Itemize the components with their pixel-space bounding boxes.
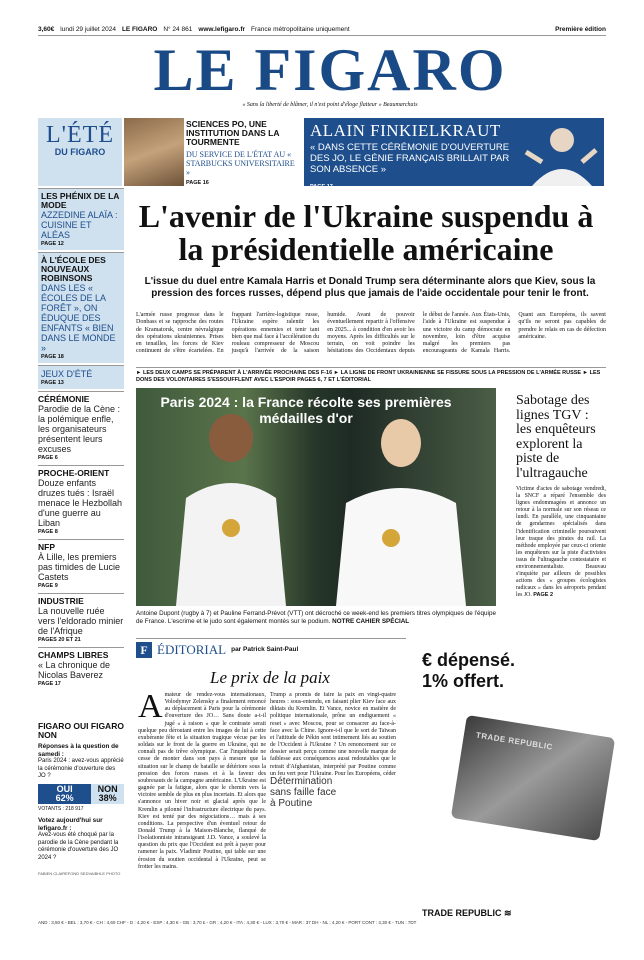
sidebar-item-head: LES PHÉNIX DE LA MODE: [41, 191, 120, 210]
non-label: NON: [97, 783, 118, 794]
edition: Première édition: [555, 26, 606, 33]
editorial-pullquote: Détermination sans faille face à Poutine: [270, 776, 337, 809]
sidebar-item-body: JEUX D'ÉTÉ: [41, 369, 93, 379]
sidebar-item-head: CÉRÉMONIE: [38, 394, 90, 404]
ad-line1: € dépensé.: [422, 650, 516, 670]
non-pct: 38%: [98, 792, 117, 803]
ete-du-figaro-box[interactable]: [38, 118, 122, 186]
caption-ref[interactable]: NOTRE CAHIER SPÉCIAL: [332, 618, 410, 625]
sciences-po-photo: [124, 118, 184, 186]
alain-page: PAGE 17: [310, 184, 333, 190]
figaro-poll[interactable]: [38, 722, 124, 878]
price: 3,60€: [38, 26, 55, 33]
poll-question-label: Réponses à la question de samedi :: [38, 743, 119, 758]
sabotage-headline[interactable]: Sabotage des lignes TGV : les enquêteurs explorent la piste de l'ultragauche: [516, 393, 596, 481]
site-link[interactable]: www.lefigaro.fr: [198, 26, 246, 33]
masthead-motto: « Sans la liberté de blâmer, il n'est point d'éloge flatteur » Beaumarchais: [242, 102, 418, 108]
sidebar-item-page: PAGE 9: [38, 583, 58, 589]
ad-line2: 1% offert.: [422, 671, 505, 691]
trade-republic-ad[interactable]: [414, 640, 606, 928]
sidebar-item-page: PAGE 12: [41, 241, 64, 247]
poll-new-label: Votez aujourd'hui sur lefigaro.fr :: [38, 817, 103, 832]
sciences-headline: SCIENCES PO, UNE INSTITUTION DANS LA TOURMENTE: [186, 119, 280, 147]
sidebar-item[interactable]: [38, 539, 124, 593]
sidebar-item-head: NFP: [38, 542, 55, 552]
ad-brand: TRADE REPUBLIC ≋: [422, 908, 512, 918]
editorial-col2: [270, 692, 396, 776]
finkielkraut-illustration: [522, 122, 600, 186]
top-bar: [38, 24, 606, 36]
alain-quote: « DANS CETTE CÉRÉMONIE D'OUVERTURE DES JO, LE GÉNIE FRANÇAIS BRILLAIT PAR SON ABSENCE »: [310, 142, 510, 175]
paper-name: LE FIGARO: [121, 26, 158, 33]
oui-label: OUI: [56, 783, 73, 794]
editorial-col2-text-a: Trump a promis de faire la paix en vingt-quatre heures : sous-entendu, en faisant plier Kiev face aux diktats du Kremlin. Et Vance, novice en matière de politique internationale, prône un endiguement « reset » avec Moscou, pour se consacrer au face-à-face avec la Chine. Ignore-t-il que le sort de Taïwan et l'attitude de Pékin sont intimement liés au soutien de l'Occident à l'Ukraine ? Un renoncement sur ce dossier serait perçu comme une nouvelle marque de faiblesse aux conséquences aussi redoutables que le retrait d'Afghanistan, interprété par Poutine comme un feu vert pour l'Ukraine. Pour les Européens, céder: [270, 692, 396, 776]
sidebar-item-head: PROCHE-ORIENT: [38, 468, 110, 478]
alain-name: ALAIN FINKIELKRAUT: [310, 121, 501, 140]
sidebar-item-head: INDUSTRIE: [38, 596, 84, 606]
sidebar-item-page: PAGES 20 ET 21: [38, 637, 81, 643]
figaro-f-icon: F: [136, 642, 152, 658]
ad-slogan: [422, 650, 515, 692]
sidebar-item[interactable]: [38, 465, 124, 539]
sidebar-item-body: À Lille, les premiers pas timides de Lucie Castets: [38, 552, 121, 582]
main-headline[interactable]: L'avenir de l'Ukraine suspendu à la présidentielle américaine: [138, 198, 594, 267]
editorial-label: ÉDITORIAL: [157, 641, 227, 657]
drop-cap: A: [138, 688, 163, 725]
poll-oui: [38, 784, 91, 804]
left-sidebar: [38, 188, 124, 691]
editorial-title[interactable]: Le prix de la paix: [210, 668, 330, 687]
oui-pct: 62%: [55, 792, 74, 803]
sidebar-item[interactable]: [38, 188, 124, 250]
caption-text: Antoine Dupont (rugby à 7) et Pauline Ferrand-Prévot (VTT) ont décroché ce week-end les premiers titres olympiques de l'équipe de France. L'escrime et le judo sont également montés sur le podium.: [136, 610, 496, 625]
sidebar-item-body: Parodie de la Cène : la polémique enfle, les organisateurs présentent leurs excuses: [38, 404, 121, 454]
foreign-prices: AND : 3,50 € - BEL : 3,70 € - CH : 4,60 CHF - D : 4,20 € - ESP : 4,30 € - GB : 3,70 £ - GR : 4,20 € - ITA : 4,30 € - LUX : 3,70 € - MAR : 37 DH - NL : 4,20 € - PORT CONT : 4,30 € - TUN : 7DT: [38, 920, 417, 925]
photo-credit: FABIEN CLAIREFOND SEDVAIBHLE PHOTO: [38, 871, 121, 876]
region: France métropolitaine uniquement: [251, 26, 350, 33]
ete-subtitle: DU FIGARO: [54, 147, 106, 157]
editorial-author: par Patrick Saint-Paul: [231, 646, 299, 653]
main-lead: L'armée russe progresse dans le Donbass et se rapproche des routes de Kramatorsk, centre névralgique des opérations ukrainiennes. Prises en tenailles, les forces de Kiev continuent de s'être écartelées. En frappant l'arrière-logistique russe, l'Ukraine espère ralentir les opérations ennemies et tenir tant bien que mal face à l'accélération du rouleau compresseur de Moscou jusqu'à l'arrivée de la saison humide. Avant de pouvoir éventuellement repartir à l'offensive en 2025... à condition d'en avoir les moyens. Après les difficultés sur le terrain, on voit poindre les hésitations des Occidentaux depuis le début de l'année. Aux États-Unis, l'aide à l'Ukraine est suspendue à une victoire du camp démocrate en novembre, loin d'être acquise malgré les premiers pas encourageants de Kamala Harris. Quant aux Européens, ils savent qu'ils ne seront pas capables de prendre le relais en cas de défection américaine.: [136, 312, 606, 355]
card-text: TRADE REPUBLIC: [475, 730, 554, 752]
sidebar-item-body: AZZEDINE ALAÏA : CUISINE ET ALÉAS: [41, 210, 118, 240]
poll-new-text: Avez-vous été choqué par la parodie de la Cène pendant la cérémonie d'ouverture des JO 2024 ?: [38, 832, 119, 861]
poll-text: Paris 2024 : avez-vous apprécié la cérémonie d'ouverture des JO ?: [38, 758, 124, 779]
sabotage-page: PAGE 2: [533, 592, 553, 599]
sidebar-item[interactable]: [38, 365, 124, 389]
sidebar-item-body: DANS LES « ÉCOLES DE LA FORÊT », ON ÉDUQUE DES ENFANTS « BIEN DANS LE MONDE »: [41, 283, 116, 353]
sidebar-item-body: Douze enfants druzes tués : Israël menace le Hezbollah d'une guerre au Liban: [38, 478, 123, 528]
editorial-band: [136, 638, 406, 660]
editorial-col1-text: mateur de rendez-vous internationaux, Volodymyr Zelensky a finalement renoncé au déplacement à Paris pour la cérémonie d'ouverture des JO… Sans doute a-t-il jugé « à raison » que le contraste serait quelque peu déroutant entre les images de lui à cette exubérante fête et la situation tragique vécue par les soldats sur le front de la guerre en Ukraine, qui ne connaît pas de trêve olympique. Car l'inquiétude ne cesse de monter dans son pays à mesure que la situation sur le champ de bataille se détériore sous la pression des forces russes et à la faveur des soubresauts de la campagne américaine. L'Ukraine est gagnée par la fatigue, alors que le chemin vers la victoire semble de plus en plus incertain. Et alors que s'annonce un hiver noir et glacial après que le Kremlin a pilonné l'infrastructure électrique du pays. Kiev est tenté par des négociations… mais à ses conditions. La perspective d'un éventuel retour de Donald Trump à la Maison-Blanche, flanqué de l'isolationniste intransigeant J.D. Vance, a soulevé la question du prix que l'Occident est prêt à payer pour ramener la paix. Vladimir Poutine, qui table sur une érosion du soutien occidental à l'Ukraine, peut se frotter les mains.: [138, 692, 266, 870]
sciences-page: PAGE 16: [186, 180, 209, 186]
sidebar-item[interactable]: [38, 647, 124, 691]
sabotage-article: [516, 486, 606, 600]
main-dek: L'issue du duel entre Kamala Harris et Donald Trump sera déterminante alors que Kiev, sous la pression des forces russes, dépend plus que jamais de l'aide occidentale pour tenir le front.: [144, 276, 596, 299]
finkielkraut-teaser[interactable]: [304, 118, 604, 190]
sidebar-item-body: « La chronique de Nicolas Baverez: [38, 660, 111, 680]
sidebar-item-page: PAGE 6: [38, 455, 58, 461]
sidebar-item-body: La nouvelle ruée vers l'eldorado minier de l'Afrique: [38, 606, 124, 636]
main-refs[interactable]: ► LES DEUX CAMPS SE PRÉPARENT À L'ARRIVÉE PROCHAINE DES F-16 ► LA LIGNE DE FRONT UKRAINIENNE SE FISSURE SOUS LA PRESSION DE L'ARMÉE RUSSE ► LES DONS DES VOLONTAIRES S'ESSOUFFLENT AVEC L'ESPOIR PAGES 6, 7 ET L'ÉDITORIAL: [136, 367, 606, 384]
poll-non: [91, 784, 124, 804]
sidebar-item-page: PAGE 13: [41, 380, 64, 386]
editorial-col1: [138, 688, 266, 871]
sidebar-item-head: À L'ÉCOLE DES NOUVEAUX ROBINSONS: [41, 255, 106, 283]
card-image: [451, 715, 615, 841]
sidebar-item[interactable]: [38, 252, 124, 363]
sciences-sub: DU SERVICE DE L'ÉTAT AU « STARBUCKS UNIVERSITAIRE »: [186, 150, 295, 177]
poll-title: FIGARO OUI FIGARO NON: [38, 721, 124, 740]
date: lundi 29 juillet 2024: [60, 26, 116, 33]
photo-caption: [136, 610, 498, 626]
sidebar-item-head: CHAMPS LIBRES: [38, 650, 109, 660]
poll-results: [38, 784, 124, 804]
sidebar-item-page: PAGE 8: [38, 529, 58, 535]
poll-votants: VOTANTS : 218 917: [38, 805, 84, 812]
sidebar-item-page: PAGE 17: [38, 681, 61, 687]
ete-title: L'ÉTÉ: [46, 122, 114, 148]
sidebar-item[interactable]: [38, 391, 124, 465]
issue-number: N° 24 861: [163, 26, 193, 33]
sabotage-body: Victime d'actes de sabotage vendredi, la SNCF a réparé l'ensemble des lignes endommagées et annonce un retour à la normale sur son réseau ce lundi. En parallèle, une cinquantaine de gendarmes spécialisés dans l'identification criminelle poursuivent leur traque des pirates du rail. La méthode employée par ceux-ci oriente les enquêteurs sur la piste d'activistes issus de l'ultragauche contestataire et environnementaliste. Beauvau s'inquiète par ailleurs de possibles actions des « groupes écologistes radicaux » dans les aéroports pendant les JO.: [516, 486, 606, 599]
photo-headline[interactable]: Paris 2024 : la France récolte ses premières médailles d'or: [160, 394, 452, 426]
sciences-po-teaser[interactable]: [186, 120, 296, 188]
sidebar-item-page: PAGE 18: [41, 354, 64, 360]
sidebar-item[interactable]: [38, 593, 124, 647]
masthead-logo: LE FIGARO: [153, 37, 507, 103]
